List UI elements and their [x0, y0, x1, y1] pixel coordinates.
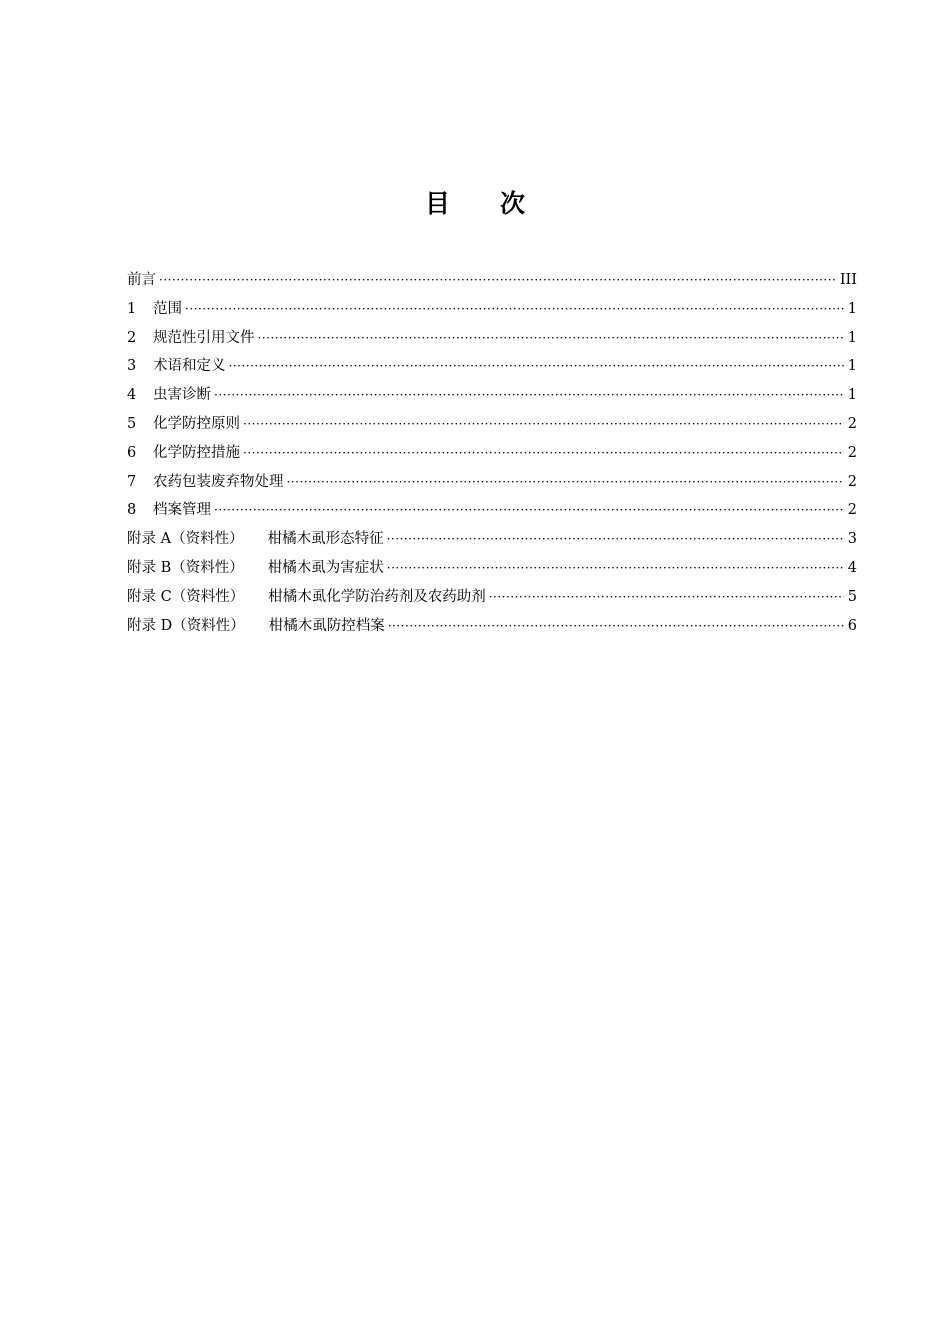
toc-entry-number: 2: [127, 329, 137, 346]
toc-entry-text: 虫害诊断: [153, 387, 211, 404]
toc-entry-6[interactable]: [127, 439, 857, 468]
toc-entry-text: 柑橘木虱形态特征: [267, 531, 384, 548]
toc-leader-dots: [185, 295, 844, 324]
toc-entry-text: 农药包装废弃物处理: [153, 473, 284, 490]
toc-entry-text: 档案管理: [153, 502, 211, 519]
toc-entry-text: 柑橘木虱为害症状: [267, 559, 384, 576]
toc-title-part2: 次: [500, 189, 526, 218]
toc-entry-page: 5: [847, 588, 857, 605]
toc-title-part1: 目: [424, 189, 450, 218]
toc-entry-number: 1: [127, 300, 137, 317]
toc-entry-page: III: [839, 272, 857, 288]
toc-entry-4[interactable]: [127, 381, 857, 410]
toc-entry-page: 6: [847, 617, 857, 634]
toc-appendix-label: 附录 D（资料性）: [127, 617, 245, 634]
toc-entry-appendix-b[interactable]: [127, 554, 857, 583]
toc-leader-dots: [214, 381, 844, 410]
toc-entry-text: 柑橘木虱化学防治药剂及农药助剂: [268, 588, 486, 605]
toc-entry-number: 3: [127, 358, 137, 375]
toc-leader-dots: [388, 612, 844, 641]
toc-leader-dots: [387, 525, 844, 554]
toc-entry-page: 3: [847, 531, 857, 548]
toc-list: [127, 266, 857, 640]
toc-appendix-label: 附录 C（资料性）: [127, 588, 245, 605]
toc-entry-page: 2: [847, 502, 857, 519]
toc-entry-text: 规范性引用文件: [153, 329, 255, 346]
toc-appendix-label: 附录 A（资料性）: [127, 531, 244, 548]
toc-entry-number: 4: [127, 387, 137, 404]
toc-entry-text: 术语和定义: [153, 358, 226, 375]
toc-leader-dots: [287, 468, 845, 497]
toc-leader-dots: [387, 554, 844, 583]
toc-entry-page: 1: [847, 358, 857, 375]
toc-entry-number: 5: [127, 415, 137, 432]
toc-entry-text: 范围: [153, 300, 182, 317]
toc-entry-8[interactable]: [127, 496, 857, 525]
toc-entry-text: 前言: [127, 272, 156, 288]
toc-entry-2[interactable]: [127, 324, 857, 353]
toc-leader-dots: [214, 496, 844, 525]
toc-leader-dots: [489, 583, 844, 612]
toc-leader-dots: [243, 410, 844, 439]
toc-entry-number: 6: [127, 444, 137, 461]
toc-entry-page: 1: [847, 329, 857, 346]
toc-entry-5[interactable]: [127, 410, 857, 439]
toc-entry-page: 4: [847, 559, 857, 576]
toc-entry-1[interactable]: [127, 295, 857, 324]
toc-entry-page: 2: [847, 415, 857, 432]
toc-entry-appendix-d[interactable]: [127, 612, 857, 641]
toc-leader-dots: [229, 352, 845, 381]
toc-entry-appendix-c[interactable]: [127, 583, 857, 612]
toc-appendix-label: 附录 B（资料性）: [127, 559, 244, 576]
toc-leader-dots: [159, 266, 837, 295]
toc-entry-page: 1: [847, 300, 857, 317]
toc-title: [0, 186, 950, 222]
toc-entry-page: 2: [847, 444, 857, 461]
toc-entry-appendix-a[interactable]: [127, 525, 857, 554]
toc-entry-foreword[interactable]: [127, 266, 857, 295]
toc-entry-7[interactable]: [127, 468, 857, 497]
toc-entry-3[interactable]: [127, 352, 857, 381]
toc-leader-dots: [258, 324, 845, 353]
toc-entry-number: 8: [127, 502, 137, 519]
toc-entry-text: 化学防控措施: [153, 444, 240, 461]
toc-leader-dots: [243, 439, 844, 468]
toc-entry-page: 2: [847, 473, 857, 490]
toc-entry-text: 柑橘木虱防控档案: [268, 617, 385, 634]
toc-entry-text: 化学防控原则: [153, 415, 240, 432]
toc-entry-number: 7: [127, 473, 137, 490]
toc-entry-page: 1: [847, 387, 857, 404]
